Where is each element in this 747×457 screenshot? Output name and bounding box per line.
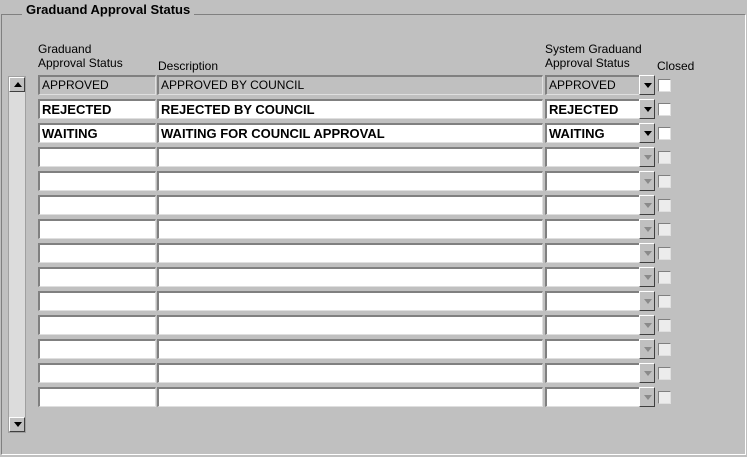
system-status-value[interactable] bbox=[545, 267, 639, 287]
description-field[interactable] bbox=[157, 387, 543, 407]
description-field[interactable] bbox=[157, 267, 543, 287]
closed-checkbox[interactable] bbox=[658, 295, 671, 308]
header-closed: Closed bbox=[657, 59, 695, 73]
system-status-value[interactable]: WAITING bbox=[545, 123, 639, 143]
system-status-value[interactable] bbox=[545, 219, 639, 239]
system-status-dropdown-button[interactable] bbox=[639, 291, 655, 311]
chevron-down-icon bbox=[644, 323, 652, 328]
status-field[interactable] bbox=[38, 219, 156, 239]
scroll-down-button[interactable] bbox=[9, 417, 25, 432]
system-status-combo[interactable] bbox=[545, 75, 656, 95]
status-field[interactable]: APPROVED bbox=[38, 75, 156, 95]
closed-checkbox[interactable] bbox=[658, 391, 671, 404]
system-status-value[interactable] bbox=[545, 363, 639, 383]
description-field[interactable]: WAITING FOR COUNCIL APPROVAL bbox=[157, 123, 543, 143]
description-field[interactable] bbox=[157, 315, 543, 335]
system-status-dropdown-button[interactable] bbox=[639, 147, 655, 167]
header-system-status bbox=[545, 42, 642, 70]
chevron-down-icon bbox=[644, 395, 652, 400]
system-status-value[interactable]: REJECTED bbox=[545, 99, 639, 119]
header-status bbox=[38, 42, 123, 70]
system-status-combo[interactable] bbox=[545, 243, 656, 263]
header-description: Description bbox=[158, 59, 219, 73]
system-status-value[interactable] bbox=[545, 339, 639, 359]
chevron-down-icon bbox=[644, 83, 652, 88]
description-field[interactable] bbox=[157, 195, 543, 215]
status-field[interactable] bbox=[38, 267, 156, 287]
chevron-down-icon bbox=[644, 227, 652, 232]
description-field[interactable]: REJECTED BY COUNCIL bbox=[157, 99, 543, 119]
closed-checkbox[interactable] bbox=[658, 175, 671, 188]
status-field[interactable] bbox=[38, 339, 156, 359]
system-status-dropdown-button[interactable] bbox=[639, 267, 655, 287]
chevron-down-icon bbox=[644, 275, 652, 280]
status-field[interactable] bbox=[38, 315, 156, 335]
closed-checkbox[interactable] bbox=[658, 79, 671, 92]
status-field[interactable] bbox=[38, 243, 156, 263]
closed-checkbox[interactable] bbox=[658, 127, 671, 140]
arrow-up-icon bbox=[14, 82, 22, 87]
closed-checkbox[interactable] bbox=[658, 367, 671, 380]
closed-checkbox[interactable] bbox=[658, 151, 671, 164]
description-field[interactable] bbox=[157, 291, 543, 311]
system-status-value[interactable] bbox=[545, 315, 639, 335]
system-status-value[interactable] bbox=[545, 243, 639, 263]
system-status-value[interactable] bbox=[545, 171, 639, 191]
description-field[interactable] bbox=[157, 339, 543, 359]
status-field[interactable] bbox=[38, 363, 156, 383]
system-status-dropdown-button[interactable] bbox=[639, 123, 655, 143]
status-field[interactable]: REJECTED bbox=[38, 99, 156, 119]
system-status-combo[interactable] bbox=[545, 123, 656, 143]
system-status-combo[interactable] bbox=[545, 99, 656, 119]
chevron-down-icon bbox=[644, 179, 652, 184]
closed-checkbox[interactable] bbox=[658, 319, 671, 332]
chevron-down-icon bbox=[644, 371, 652, 376]
header-system-line1: System Graduand bbox=[545, 42, 642, 56]
chevron-down-icon bbox=[644, 155, 652, 160]
header-system-line2: Approval Status bbox=[545, 56, 630, 70]
system-status-value[interactable] bbox=[545, 147, 639, 167]
system-status-value[interactable] bbox=[545, 195, 639, 215]
chevron-down-icon bbox=[644, 347, 652, 352]
description-field[interactable] bbox=[157, 363, 543, 383]
system-status-combo[interactable] bbox=[545, 339, 656, 359]
header-status-line2: Approval Status bbox=[38, 56, 123, 70]
status-field[interactable] bbox=[38, 387, 156, 407]
system-status-dropdown-button[interactable] bbox=[639, 219, 655, 239]
system-status-combo[interactable] bbox=[545, 291, 656, 311]
system-status-dropdown-button[interactable] bbox=[639, 315, 655, 335]
system-status-combo[interactable] bbox=[545, 219, 656, 239]
system-status-dropdown-button[interactable] bbox=[639, 387, 655, 407]
system-status-dropdown-button[interactable] bbox=[639, 363, 655, 383]
system-status-combo[interactable] bbox=[545, 147, 656, 167]
system-status-dropdown-button[interactable] bbox=[639, 99, 655, 119]
scroll-up-button[interactable] bbox=[9, 77, 25, 92]
description-field[interactable] bbox=[157, 147, 543, 167]
closed-checkbox[interactable] bbox=[658, 247, 671, 260]
system-status-combo[interactable] bbox=[545, 387, 656, 407]
status-field[interactable] bbox=[38, 291, 156, 311]
system-status-dropdown-button[interactable] bbox=[639, 75, 655, 95]
chevron-down-icon bbox=[644, 251, 652, 256]
status-field[interactable] bbox=[38, 195, 156, 215]
closed-checkbox[interactable] bbox=[658, 343, 671, 356]
system-status-dropdown-button[interactable] bbox=[639, 243, 655, 263]
description-field[interactable] bbox=[157, 219, 543, 239]
system-status-dropdown-button[interactable] bbox=[639, 171, 655, 191]
status-field[interactable] bbox=[38, 171, 156, 191]
closed-checkbox[interactable] bbox=[658, 199, 671, 212]
system-status-value[interactable] bbox=[545, 387, 639, 407]
system-status-dropdown-button[interactable] bbox=[639, 195, 655, 215]
chevron-down-icon bbox=[644, 203, 652, 208]
header-status-line1: Graduand bbox=[38, 42, 92, 56]
system-status-combo[interactable] bbox=[545, 315, 656, 335]
record-scrollbar[interactable] bbox=[8, 76, 26, 433]
system-status-value[interactable]: APPROVED bbox=[545, 75, 639, 95]
description-field[interactable]: APPROVED BY COUNCIL bbox=[157, 75, 543, 95]
closed-checkbox[interactable] bbox=[658, 271, 671, 284]
block-title: Graduand Approval Status bbox=[22, 2, 194, 17]
chevron-down-icon bbox=[644, 131, 652, 136]
system-status-value[interactable] bbox=[545, 291, 639, 311]
closed-checkbox[interactable] bbox=[658, 223, 671, 236]
system-status-dropdown-button[interactable] bbox=[639, 339, 655, 359]
system-status-combo[interactable] bbox=[545, 195, 656, 215]
closed-checkbox[interactable] bbox=[658, 103, 671, 116]
system-status-combo[interactable] bbox=[545, 171, 656, 191]
status-field[interactable]: WAITING bbox=[38, 123, 156, 143]
chevron-down-icon bbox=[644, 299, 652, 304]
description-field[interactable] bbox=[157, 171, 543, 191]
chevron-down-icon bbox=[644, 107, 652, 112]
description-field[interactable] bbox=[157, 243, 543, 263]
system-status-combo[interactable] bbox=[545, 267, 656, 287]
system-status-combo[interactable] bbox=[545, 363, 656, 383]
status-field[interactable] bbox=[38, 147, 156, 167]
arrow-down-icon bbox=[14, 422, 22, 427]
